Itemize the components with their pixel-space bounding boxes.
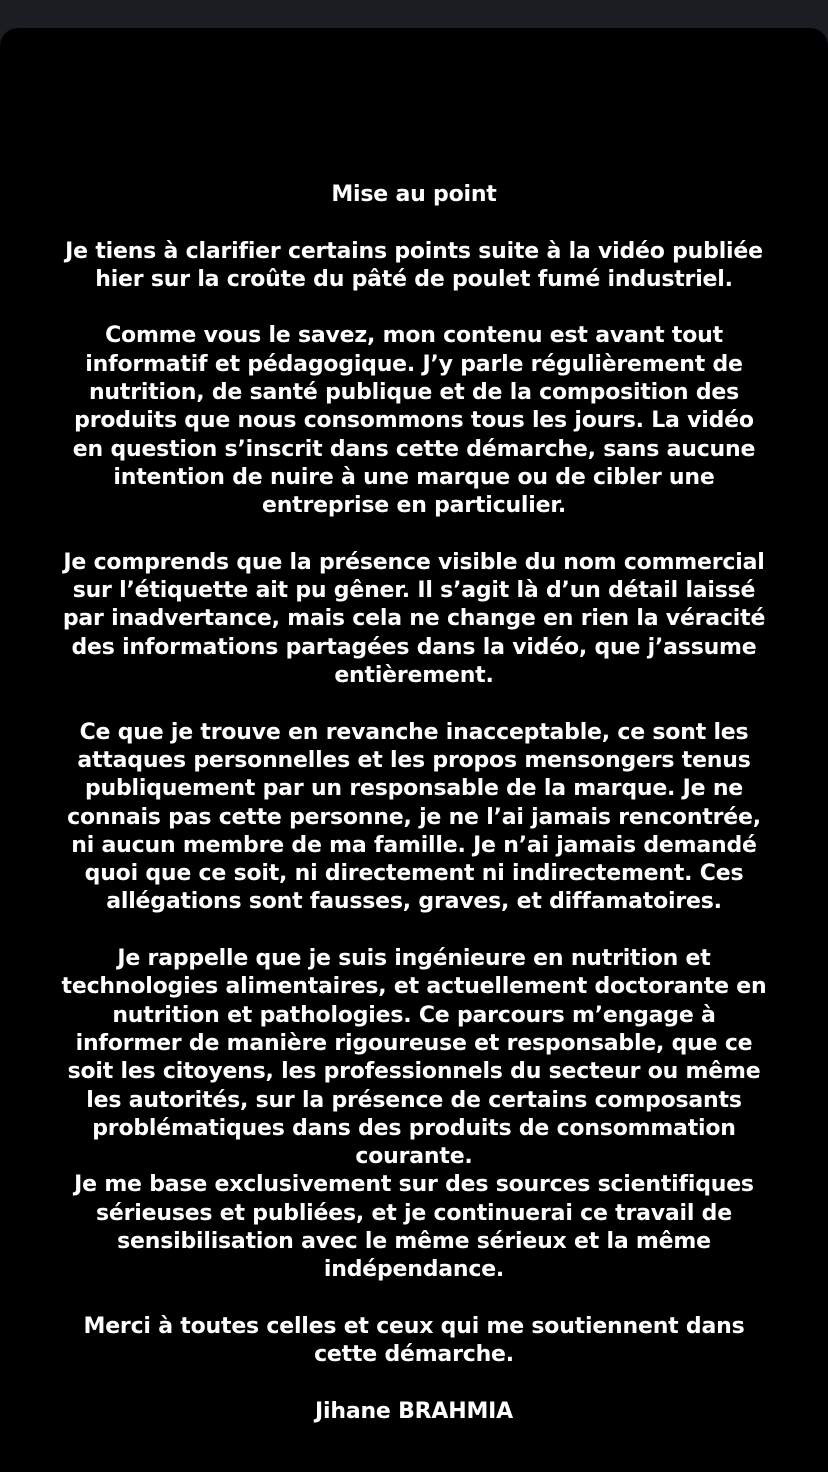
statement-paragraph-5: Je rappelle que je suis ingénieure en nutrition et technologies alimentaires, et actuellement doctorante en nutrition et pathologies. Ce parcours m’engage à informer de manière rigoureuse et responsable, que ce soit les citoyens, les professionnels du secteur ou même les autorités, sur la présence de certains composants problématiques dans des produits de consommation courante. xyxy=(61,946,767,1170)
statement-paragraph-4: Ce que je trouve en revanche inacceptable, ce sont les attaques personnelles et les propos mensongers tenus publiquement par un responsable de la marque. Je ne connais pas cette personne, je ne l’ai jamais rencontrée, ni aucun membre de ma famille. Je n’ai jamais demandé quoi que ce soit, ni directement ni indirectement. Ces allégations sont fausses, graves, et diffamatoires. xyxy=(67,719,761,915)
statement-paragraph-6: Je me base exclusivement sur des sources scientifiques sérieuses et publiées, et je continuerai ce travail de sensibilisation avec le même sérieux et la même indépendance. xyxy=(74,1172,754,1283)
statement-paragraph-2: Comme vous le savez, mon contenu est avant tout informatif et pédagogique. J’y parle régulièrement de nutrition, de santé publique et de la composition des produits que nous consommons tous les jours. La vidéo en question s’inscrit dans cette démarche, sans aucune intention de nuire à une marque ou de cibler une entreprise en particulier. xyxy=(72,323,756,519)
statement-paragraph-3: Je comprends que la présence visible du nom commercial sur l’étiquette ait pu gêner. Il s’agit là d’un détail laissé par inadvertance, mais cela ne change en rien la véracité des informations partagées dans la vidéo, que j’assume entièrement. xyxy=(62,549,766,689)
statement-paragraph-7: Merci à toutes celles et ceux qui me soutiennent dans cette démarche. xyxy=(83,1313,745,1368)
statement-paragraph-1: Je tiens à clarifier certains points suite à la vidéo publiée hier sur la croûte du pâté de poulet fumé industriel. xyxy=(65,238,763,292)
statement-signature: Jihane BRAHMIA xyxy=(315,1398,513,1424)
statement-title: Mise au point xyxy=(331,182,497,207)
statement-text xyxy=(60,181,768,1426)
story-card xyxy=(0,28,828,1472)
